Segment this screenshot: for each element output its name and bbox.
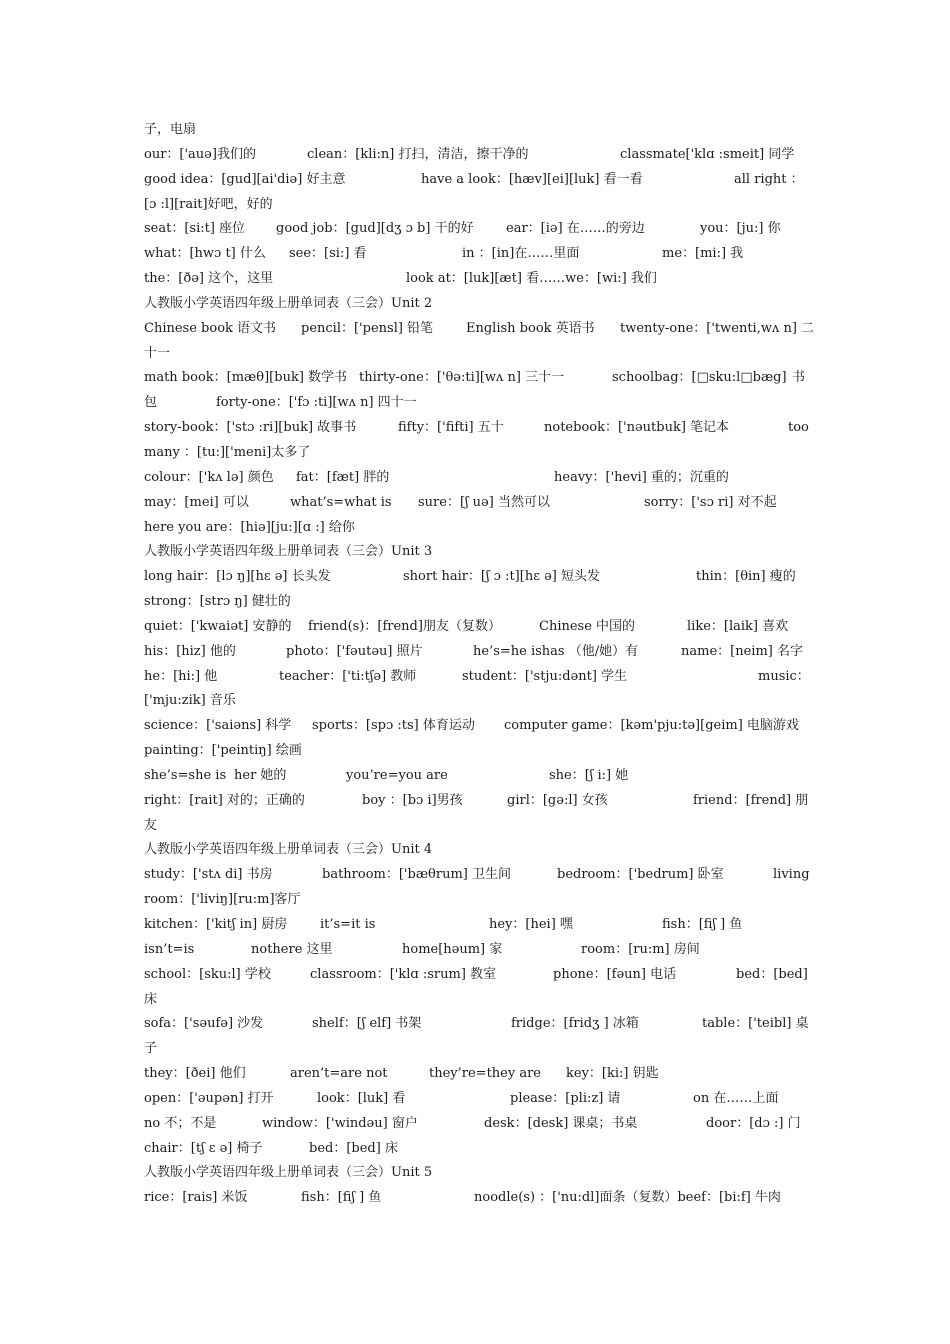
word-entry: she’s=she is [144, 767, 227, 783]
text-line [144, 814, 808, 839]
word-entry: forty-one：['fɔ :ti][wʌ n] 四十一 [216, 395, 417, 411]
word-entry: look：[luk] 看 [317, 1090, 406, 1106]
word-entry: what：[hwɔ t] 什么 [144, 246, 266, 262]
word-entry: she：[ʃ i:] 她 [549, 767, 629, 783]
word-entry: math book：[mæθ][buk] 数学书 [144, 370, 348, 386]
word-entry: notebook：['nəutbuk] 笔记本 [544, 420, 730, 436]
text-line [144, 913, 808, 938]
text-line [144, 714, 808, 739]
word-entry: table：['teibl] 桌 [702, 1016, 809, 1032]
word-entry: friend(s)：[frend]朋友（复数） [308, 618, 501, 634]
word-entry: here you are：[hiə][ju:][ɑ :] 给你 [144, 519, 355, 535]
word-entry: 床 [144, 991, 158, 1007]
word-entry: right：[rait] 对的；正确的 [144, 792, 305, 808]
word-entry: teacher：['ti:tʃə] 教师 [279, 668, 417, 684]
text-line [144, 242, 808, 267]
word-entry: fifty：['fifti] 五十 [398, 420, 504, 436]
text-line [144, 516, 808, 541]
word-entry: classroom：['klɑ :srum] 教室 [310, 966, 497, 982]
word-entry: ear：[iə] 在……的旁边 [506, 221, 645, 237]
text-line [144, 217, 808, 242]
word-entry: friend：[frend] 朋 [693, 792, 809, 808]
text-line [144, 1137, 808, 1162]
word-entry: Chinese 中国的 [539, 618, 636, 634]
word-entry: isn’t=is [144, 941, 195, 957]
word-entry: 包 [144, 395, 158, 411]
word-entry: key：[ki:] 钥匙 [566, 1066, 659, 1082]
word-entry: too [788, 420, 809, 436]
word-entry: schoolbag：[□sku:l□bæg] [612, 370, 787, 386]
word-entry: sorry：['sɔ ri] 对不起 [644, 494, 777, 510]
word-entry: boy ：[bɔ i]男孩 [362, 792, 463, 808]
word-entry: door：[dɔ :] 门 [706, 1115, 801, 1131]
word-entry: fish：[fiʃ ] 鱼 [662, 917, 743, 932]
word-entry: you：[ju:] 你 [700, 221, 781, 237]
word-entry: 十一 [144, 345, 171, 361]
word-entry: the：[ðə] 这个，这里 [144, 271, 274, 287]
word-entry: many ：[tu:]['meni]太多了 [144, 444, 311, 460]
word-entry: story-book：['stɔ :ri][buk] 故事书 [144, 420, 357, 436]
text-line [144, 441, 808, 466]
word-entry: aren’t=are not [290, 1066, 388, 1082]
word-entry: room：[ru:m] 房间 [581, 941, 700, 957]
word-entry: please：[pli:z] 请 [510, 1090, 621, 1106]
word-entry: science：['saiəns] 科学 [144, 718, 292, 734]
word-entry: ['mju:zik] 音乐 [144, 693, 236, 709]
word-entry: strong：[strɔ ŋ] 健壮的 [144, 594, 291, 610]
word-entry: they：[ðei] 他们 [144, 1066, 246, 1082]
text-line [144, 193, 808, 218]
word-entry: have a look：[hæv][ei][luk] 看一看 [421, 171, 643, 187]
word-entry: 子，电扇 [144, 122, 197, 137]
word-entry: phone：[fəun] 电话 [553, 966, 677, 982]
word-entry: long hair：[lɔ ŋ][hɛ ə] 长头发 [144, 569, 331, 585]
word-entry: fish：[fiʃ ] 鱼 [301, 1190, 382, 1206]
text-line [144, 689, 808, 714]
word-entry: computer game：[kəm'pju:tə][geim] 电脑游戏 [504, 718, 799, 734]
word-entry: no 不；不是 [144, 1115, 217, 1131]
word-entry: 书 [792, 370, 806, 386]
word-entry: living [773, 867, 810, 883]
word-entry: good idea：[gud][ai'diə] 好主意 [144, 171, 346, 187]
text-line [144, 665, 808, 690]
word-entry: they’re=they are [429, 1066, 541, 1082]
word-entry: what’s=what is [290, 494, 392, 510]
text-line [144, 1186, 808, 1211]
word-entry: shelf：[ʃ elf] 书架 [312, 1016, 422, 1032]
word-entry: room：['liviŋ][ru:m]客厅 [144, 892, 301, 908]
word-entry: pencil：['pensl] 铅笔 [301, 320, 434, 336]
word-entry: thirty-one：['θə:ti][wʌ n] 三十一 [359, 370, 565, 386]
text-line [144, 466, 808, 491]
word-entry: photo：['fəutəu] 照片 [286, 643, 423, 659]
text-line [144, 764, 808, 789]
text-line [144, 888, 808, 913]
word-entry: school：[sku:l] 学校 [144, 966, 271, 982]
word-entry: sure：[ʃ uə] 当然可以 [418, 494, 550, 510]
text-line [144, 1012, 808, 1037]
word-entry: desk：[desk] 课桌；书桌 [484, 1115, 638, 1131]
word-entry: noodle(s) ：['nu:dl]面条（复数）beef：[bi:f] 牛肉 [474, 1190, 781, 1206]
text-line [144, 342, 808, 367]
text-line [144, 938, 808, 963]
text-line [144, 615, 808, 640]
word-entry: fat：[fæt] 胖的 [296, 469, 390, 485]
text-line [144, 640, 808, 665]
text-line [144, 988, 808, 1013]
word-entry: all right ： [734, 171, 804, 187]
word-entry: you’re=you are [346, 767, 448, 783]
text-line [144, 168, 808, 193]
word-entry: girl：[gə:l] 女孩 [507, 792, 608, 808]
word-entry: classmate['klɑ :smeit] 同学 [620, 146, 795, 162]
word-entry: rice：[rais] 米饭 [144, 1190, 248, 1206]
text-line [144, 267, 808, 292]
word-entry: like：[laik] 喜欢 [687, 618, 789, 634]
word-entry: our：['auə]我们的 [144, 146, 256, 162]
word-entry: kitchen：['kitʃ in] 厨房 [144, 917, 288, 932]
word-entry: window：['windəu] 窗户 [262, 1115, 418, 1131]
word-entry: bedroom：['bedrum] 卧室 [557, 867, 724, 883]
word-entry: colour：['kʌ lə] 颜色 [144, 469, 274, 485]
word-entry: bed：[bed] 床 [309, 1140, 398, 1156]
word-entry: nothere 这里 [251, 941, 333, 957]
unit-heading: 人教版小学英语四年级上册单词表（三会）Unit 3 [144, 544, 433, 560]
text-line [144, 491, 808, 516]
text-line [144, 1062, 808, 1087]
word-entry: short hair：[ʃ ɔ :t][hɛ ə] 短头发 [403, 569, 600, 585]
word-entry: Chinese book 语文书 [144, 320, 277, 336]
text-line [144, 366, 808, 391]
text-line [144, 1112, 808, 1137]
unit-heading: 人教版小学英语四年级上册单词表（三会）Unit 2 [144, 295, 433, 311]
word-entry: fridge：[fridʒ ] 冰箱 [511, 1016, 639, 1032]
word-entry: home[həum] 家 [402, 941, 503, 957]
unit-heading: 人教版小学英语四年级上册单词表（三会）Unit 5 [144, 1165, 433, 1181]
word-entry: good job：[gud][dʒ ɔ b] 干的好 [276, 221, 474, 237]
word-entry: may：[mei] 可以 [144, 494, 249, 510]
word-entry: quiet：['kwaiət] 安静的 [144, 618, 292, 634]
section-heading [144, 1161, 808, 1186]
word-entry: her 她的 [234, 767, 287, 783]
word-entry: 友 [144, 817, 158, 833]
text-line [144, 118, 808, 143]
text-line [144, 1037, 808, 1062]
word-entry: English book 英语书 [466, 320, 595, 336]
word-entry: sports：[spɔ :ts] 体育运动 [312, 718, 475, 734]
text-line [144, 739, 808, 764]
text-line [144, 416, 808, 441]
word-entry: chair：[tʃ ɛ ə] 椅子 [144, 1140, 263, 1156]
word-entry: [ɔ :l][rait]好吧，好的 [144, 196, 273, 212]
word-entry: name：[neim] 名字 [681, 643, 803, 659]
text-line [144, 391, 808, 416]
text-line [144, 1087, 808, 1112]
word-entry: hey：[hei] 嘿 [489, 917, 573, 932]
section-heading [144, 838, 808, 863]
word-entry: see：[si:] 看 [289, 246, 367, 262]
word-entry: it’s=it is [320, 917, 376, 932]
word-entry: thin：[θin] 瘦的 [696, 569, 796, 585]
text-line [144, 565, 808, 590]
word-entry: in ：[in]在……里面 [462, 246, 580, 262]
word-entry: student：['stju:dənt] 学生 [462, 668, 628, 684]
word-entry: his：[hiz] 他的 [144, 643, 236, 659]
word-entry: twenty-one：['twenti,wʌ n] 二 [620, 320, 815, 336]
word-entry: bed：[bed] [736, 966, 808, 982]
word-entry: open：['əupən] 打开 [144, 1090, 274, 1106]
word-entry: he’s=he ishas （他/她）有 [473, 643, 639, 659]
word-entry: seat：[si:t] 座位 [144, 221, 246, 237]
word-entry: he：[hi:] 他 [144, 668, 218, 684]
word-entry: painting：['peintiŋ] 绘画 [144, 743, 302, 759]
word-entry: 子 [144, 1041, 158, 1057]
word-entry: on 在……上面 [693, 1090, 779, 1106]
word-entry: me：[mi:] 我 [662, 246, 744, 262]
text-line [144, 317, 815, 342]
word-entry: bathroom：['bæθrum] 卫生间 [322, 867, 511, 883]
text-line [144, 143, 808, 168]
word-list [144, 118, 815, 1211]
text-line [144, 789, 808, 814]
section-heading [144, 292, 808, 317]
text-line [144, 863, 808, 888]
word-entry: look at：[luk][æt] 看……we：[wi:] 我们 [406, 271, 657, 287]
word-entry: music： [758, 668, 810, 684]
section-heading [144, 540, 808, 565]
unit-heading: 人教版小学英语四年级上册单词表（三会）Unit 4 [144, 842, 433, 858]
text-line [144, 963, 808, 988]
text-line [144, 590, 808, 615]
word-entry: heavy：['hevi] 重的；沉重的 [554, 469, 729, 485]
word-entry: sofa：['səufə] 沙发 [144, 1016, 264, 1032]
word-entry: clean：[kli:n] 打扫，清洁，擦干净的 [307, 146, 529, 162]
word-entry: study：['stʌ di] 书房 [144, 867, 273, 883]
